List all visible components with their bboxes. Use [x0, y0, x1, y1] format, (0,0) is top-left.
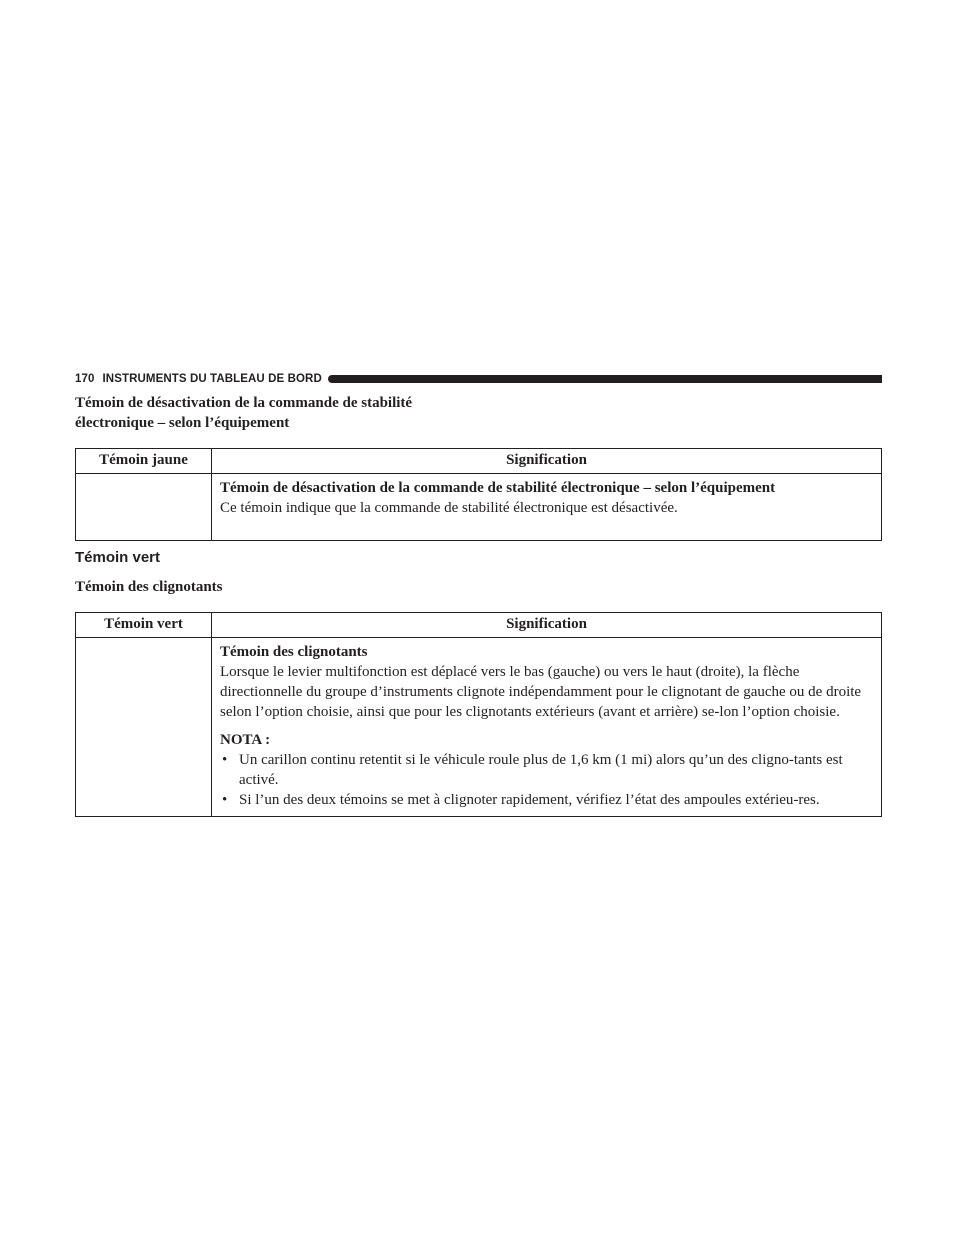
signification-cell [212, 638, 882, 817]
list-item [220, 750, 875, 790]
esc-off-table [75, 448, 882, 541]
section-title-green: Témoin vert [75, 549, 161, 566]
column-header-signification: Signification [212, 613, 882, 638]
section-title-esc-off: Témoin de désactivation de la commande de stabilité électronique – selon l’équipement [75, 395, 413, 431]
signification-cell [212, 474, 882, 541]
icon-cell [76, 638, 212, 817]
turn-signal-table [75, 612, 882, 817]
bullet-icon: • [222, 752, 228, 768]
table-header-row [76, 449, 882, 474]
column-header-temoin-vert: Témoin vert [76, 613, 212, 638]
subsection-title-turn-signals: Témoin des clignotants [75, 579, 223, 595]
header-rule [328, 375, 882, 383]
column-header-temoin-jaune: Témoin jaune [76, 449, 212, 474]
column-header-signification: Signification [212, 449, 882, 474]
table-row [76, 474, 882, 541]
icon-cell [76, 474, 212, 541]
running-title: INSTRUMENTS DU TABLEAU DE BORD [102, 373, 322, 385]
nota-label: NOTA : [220, 732, 271, 748]
table-row [76, 638, 882, 817]
page-header [75, 371, 882, 387]
nota-list [220, 750, 875, 810]
cell-heading: Témoin de désactivation de la commande de stabilité électronique – selon l’équipement [220, 480, 776, 496]
table-header-row [76, 613, 882, 638]
list-item [220, 790, 875, 810]
list-item-text: Un carillon continu retentit si le véhicule roule plus de 1,6 km (1 mi) alors qu’un des cligno-tants est activé. [239, 752, 843, 788]
cell-heading: Témoin des clignotants [220, 644, 368, 660]
list-item-text: Si l’un des deux témoins se met à clignoter rapidement, vérifiez l’état des ampoules extérieu-res. [239, 792, 820, 808]
cell-text: Lorsque le levier multifonction est déplacé vers le bas (gauche) ou vers le haut (droite), la flèche directionnelle du groupe d’instruments clignote indépendamment pour le clignotant de gauche ou de droite selon l’option choisie, ainsi que pour les clignotants extérieurs (avant et arrière) se-lon l’option choisie. [220, 664, 862, 720]
bullet-icon: • [222, 792, 228, 808]
page-number: 170 [75, 373, 95, 385]
cell-text: Ce témoin indique que la commande de stabilité électronique est désactivée. [220, 500, 678, 516]
